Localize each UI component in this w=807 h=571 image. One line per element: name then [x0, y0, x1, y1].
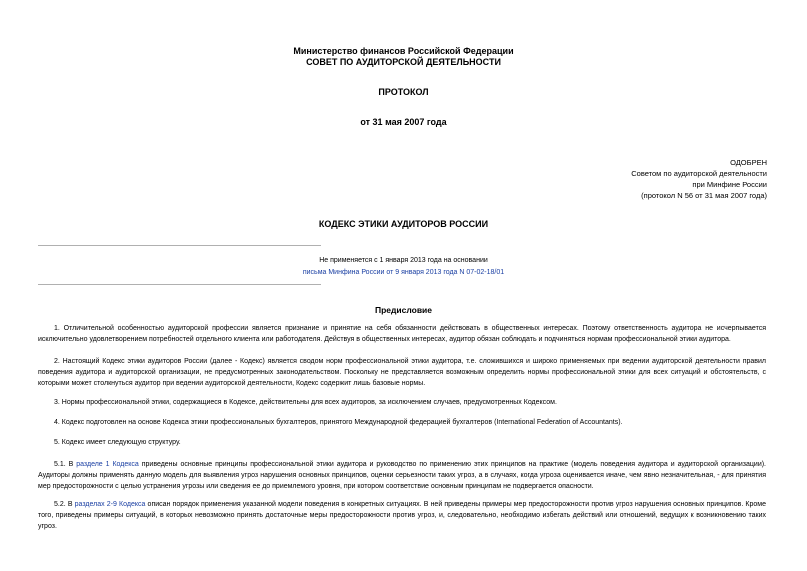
code-title: КОДЕКС ЭТИКИ АУДИТОРОВ РОССИИ — [318, 219, 489, 229]
preface-title: Предисловие — [374, 305, 433, 315]
approval-line-2: при Минфине России — [692, 180, 767, 189]
section-1-link[interactable]: разделе 1 Кодекса — [76, 461, 139, 468]
approval-line-1: Советом по аудиторской деятельности — [631, 169, 767, 178]
paragraph-5-2-prefix: 5.2. В — [54, 501, 73, 508]
paragraph-2-text: 2. Настоящий Кодекс этики аудиторов России (далее - Кодекс) является сводом норм профессиональной этики аудитора, т.е. сложившихся и широко применяемых при ведении аудиторской деятельности правил поведения аудитора и аудиторской организации, не предусмотренных законодательством. Поскольку не представляется возможным определить нормы профессиональной этики для всех ситуаций и обстоятельств, с которыми может столкнуться аудитор при ведении аудиторской деятельности, Кодекс содержит лишь базовые нормы. — [38, 358, 766, 387]
notice-text: Не применяется с 1 января 2013 года на основании — [319, 257, 488, 264]
paragraph-4 — [38, 417, 766, 428]
ministry-title: Министерство финансов Российской Федерации — [293, 46, 514, 56]
paragraph-5-1-text: приведены основные принципы профессиональной этики аудитора и руководство по применению этих принципов на практике (модель поведения аудитора и аудиторской организации). Аудиторы должны применять данную модель для выявления угроз нарушения основных принципов, оценки серьезности таких угроз, а в случаях, когда угроза оценивается иначе, чем явно незначительная, - для принятия мер предосторожности с целью устранения угрозы или сведения ее до приемлемого уровня, при котором соответствие основным принципам не подвергается опасности. — [38, 461, 767, 490]
paragraph-3 — [38, 397, 766, 408]
notice-divider-bottom — [38, 284, 321, 285]
approval-label: ОДОБРЕН — [730, 158, 767, 167]
paragraph-5 — [38, 437, 766, 448]
paragraph-5-1-prefix: 5.1. В — [54, 461, 74, 468]
protocol-date: от 31 мая 2007 года — [360, 117, 447, 127]
approval-line-3: (протокол N 56 от 31 мая 2007 года) — [641, 191, 767, 200]
paragraph-3-text: 3. Нормы профессиональной этики, содержащиеся в Кодексе, действительны для всех аудиторов, за исключением случаев, предусмотренных Кодексом. — [54, 399, 557, 406]
approval-block — [467, 157, 767, 201]
paragraph-1 — [38, 323, 766, 345]
paragraph-5-2-text: описан порядок применения указанной модели поведения в конкретных ситуациях. В ней приведены примеры мер предосторожности против угроз нарушения основных принципов. Кроме того, приведены примеры ситуаций, в которых невозможно принять достаточные меры предосторожности против угроз, и, следовательно, необходимо избегать действий или отношений, ведущих к возникновению таких угроз. — [38, 501, 767, 530]
notice-divider-top — [38, 245, 321, 246]
paragraph-5-1 — [38, 459, 766, 492]
paragraph-1-text: 1. Отличительной особенностью аудиторской профессии является признание и принятие на себя обязанности действовать в общественных интересах. Поэтому ответственность аудитора не исчерпывается исключительно удовлетворением потребностей отдельного клиента или работодателя. Действуя в общественных интересах, аудитор обязан соблюдать и подчиняться нормам профессиональной этики аудитора. — [38, 325, 766, 343]
council-title: СОВЕТ ПО АУДИТОРСКОЙ ДЕЯТЕЛЬНОСТИ — [306, 57, 501, 67]
notice-link[interactable]: письма Минфина России от 9 января 2013 года N 07-02-18/01 — [302, 269, 505, 276]
sections-2-9-link[interactable]: разделах 2-9 Кодекса — [74, 501, 146, 508]
paragraph-4-text: 4. Кодекс подготовлен на основе Кодекса этики профессиональных бухгалтеров, принятого Международной федерацией бухгалтеров (International Federation of Accountants). — [54, 419, 623, 426]
paragraph-5-text: 5. Кодекс имеет следующую структуру. — [54, 439, 181, 446]
paragraph-5-2 — [38, 499, 766, 532]
notice-link-line — [0, 267, 807, 279]
protocol-title: ПРОТОКОЛ — [378, 87, 429, 97]
paragraph-2 — [38, 356, 766, 389]
